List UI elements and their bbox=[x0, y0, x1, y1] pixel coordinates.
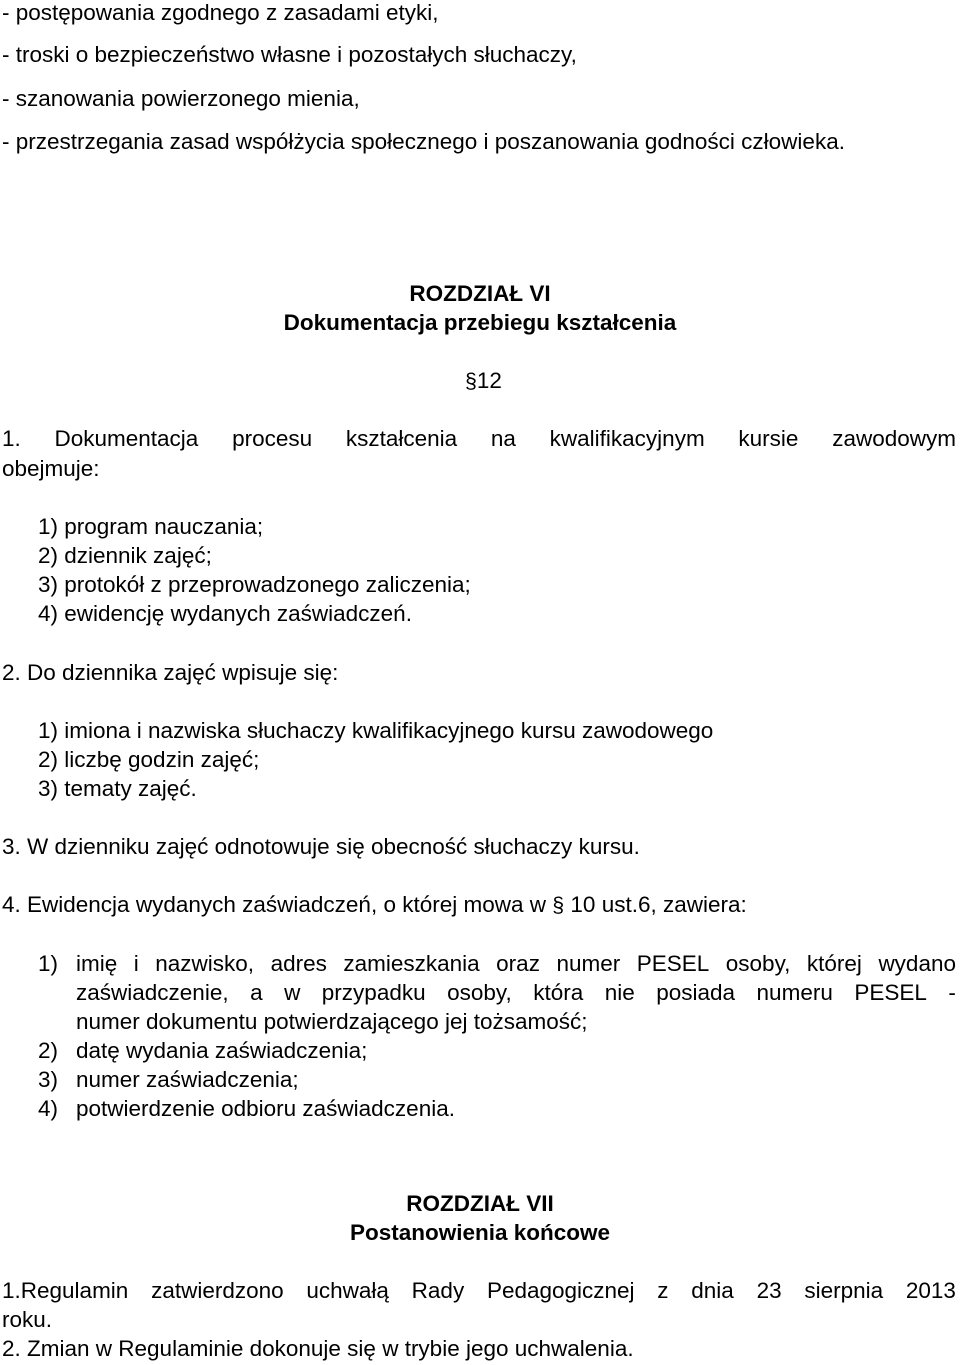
final-item-2: 2. Zmian w Regulaminie dokonuje się w trybie jego uchwalenia. bbox=[2, 1336, 634, 1361]
intro-item: - postępowania zgodnego z zasadami etyki, bbox=[2, 0, 439, 25]
point-4-after: 10 ust.6, zawiera: bbox=[570, 892, 747, 917]
point-4-item-1-line-3: numer dokumentu potwierdzającego jej tożsamość; bbox=[76, 1009, 588, 1034]
word: sierpnia bbox=[804, 1278, 884, 1303]
word: która bbox=[533, 980, 584, 1005]
word: której bbox=[806, 951, 862, 976]
word: Dokumentacja bbox=[54, 426, 199, 451]
final-item-1-continuation: roku. bbox=[2, 1307, 53, 1332]
word: osoby, bbox=[725, 951, 791, 976]
point-4-item-number: 2) bbox=[38, 1038, 59, 1063]
word: z bbox=[657, 1278, 669, 1303]
point-1-first-line bbox=[2, 428, 956, 451]
word: 2013 bbox=[905, 1278, 956, 1303]
word: a bbox=[250, 980, 263, 1005]
intro-item: - przestrzegania zasad współżycia społecznego i poszanowania godności człowieka. bbox=[2, 129, 845, 154]
point-1-item: 2) dziennik zajęć; bbox=[38, 543, 212, 568]
word: - bbox=[948, 980, 956, 1005]
word: 23 bbox=[756, 1278, 782, 1303]
point-2-text: 2. Do dziennika zajęć wpisuje się: bbox=[2, 660, 339, 685]
word: i bbox=[133, 951, 139, 976]
word: osoby, bbox=[447, 980, 512, 1005]
word: oraz bbox=[496, 951, 540, 976]
section-number bbox=[465, 370, 502, 393]
word: uchwałą bbox=[306, 1278, 389, 1303]
intro-item: - szanowania powierzonego mienia, bbox=[2, 86, 360, 111]
point-3-text: 3. W dzienniku zajęć odnotowuje się obecność słuchaczy kursu. bbox=[2, 834, 640, 859]
chapter-heading: ROZDZIAŁ VII bbox=[406, 1191, 554, 1216]
intro-item: - troski o bezpieczeństwo własne i pozostałych słuchaczy, bbox=[2, 42, 577, 67]
point-1-continuation: obejmuje: bbox=[2, 456, 100, 481]
point-4-text bbox=[2, 894, 747, 917]
point-4-item-number: 3) bbox=[38, 1067, 59, 1092]
section-number-value: 12 bbox=[476, 368, 502, 393]
word: przypadku bbox=[321, 980, 426, 1005]
word: kwalifikacyjnym bbox=[549, 426, 705, 451]
point-4-item-1-line-2 bbox=[76, 982, 956, 1005]
point-2-item: 3) tematy zajęć. bbox=[38, 776, 197, 801]
word: procesu bbox=[232, 426, 313, 451]
word: zatwierdzono bbox=[151, 1278, 284, 1303]
word: wydano bbox=[878, 951, 956, 976]
final-item-1-first-line bbox=[2, 1280, 956, 1303]
word: numeru bbox=[756, 980, 833, 1005]
word: Pedagogicznej bbox=[486, 1278, 635, 1303]
word: zaświadczenie, bbox=[76, 980, 229, 1005]
word: Rady bbox=[411, 1278, 465, 1303]
point-2-item: 2) liczbę godzin zajęć; bbox=[38, 747, 260, 772]
word: zamieszkania bbox=[343, 951, 480, 976]
word: 1.Regulamin bbox=[2, 1278, 129, 1303]
chapter-title: Postanowienia końcowe bbox=[349, 1220, 611, 1245]
word: posiada bbox=[656, 980, 736, 1005]
chapter-title: Dokumentacja przebiegu kształcenia bbox=[283, 310, 677, 335]
point-4-item-number: 4) bbox=[38, 1096, 59, 1121]
point-1-item: 3) protokół z przeprowadzonego zaliczenia; bbox=[38, 572, 471, 597]
point-4-item-number: 1) bbox=[38, 951, 59, 976]
word: nazwisko, bbox=[155, 951, 255, 976]
word: kształcenia bbox=[345, 426, 458, 451]
word: na bbox=[490, 426, 516, 451]
point-4-before: 4. Ewidencja wydanych zaświadczeń, o której mowa w bbox=[2, 892, 546, 917]
point-2-item: 1) imiona i nazwiska słuchaczy kwalifikacyjnego kursu zawodowego bbox=[38, 718, 714, 743]
word: w bbox=[284, 980, 301, 1005]
chapter-heading: ROZDZIAŁ VI bbox=[409, 281, 551, 306]
point-4-item-text: numer zaświadczenia; bbox=[76, 1067, 299, 1092]
point-1-item: 4) ewidencję wydanych zaświadczeń. bbox=[38, 601, 412, 626]
word: nie bbox=[604, 980, 635, 1005]
word: PESEL bbox=[636, 951, 710, 976]
word: numer bbox=[556, 951, 621, 976]
point-4-item-text: datę wydania zaświadczenia; bbox=[76, 1038, 368, 1063]
point-4-item-text: potwierdzenie odbioru zaświadczenia. bbox=[76, 1096, 455, 1121]
word: adres bbox=[270, 951, 327, 976]
point-1-item: 1) program nauczania; bbox=[38, 514, 264, 539]
word: kursie bbox=[738, 426, 799, 451]
word: imię bbox=[76, 951, 118, 976]
word: 1. bbox=[2, 426, 21, 451]
point-4-item-1-line-1 bbox=[76, 953, 956, 976]
word: zawodowym bbox=[832, 426, 956, 451]
section-symbol: § bbox=[552, 893, 565, 917]
word: dnia bbox=[691, 1278, 734, 1303]
word: PESEL bbox=[854, 980, 927, 1005]
section-symbol: § bbox=[465, 369, 477, 393]
